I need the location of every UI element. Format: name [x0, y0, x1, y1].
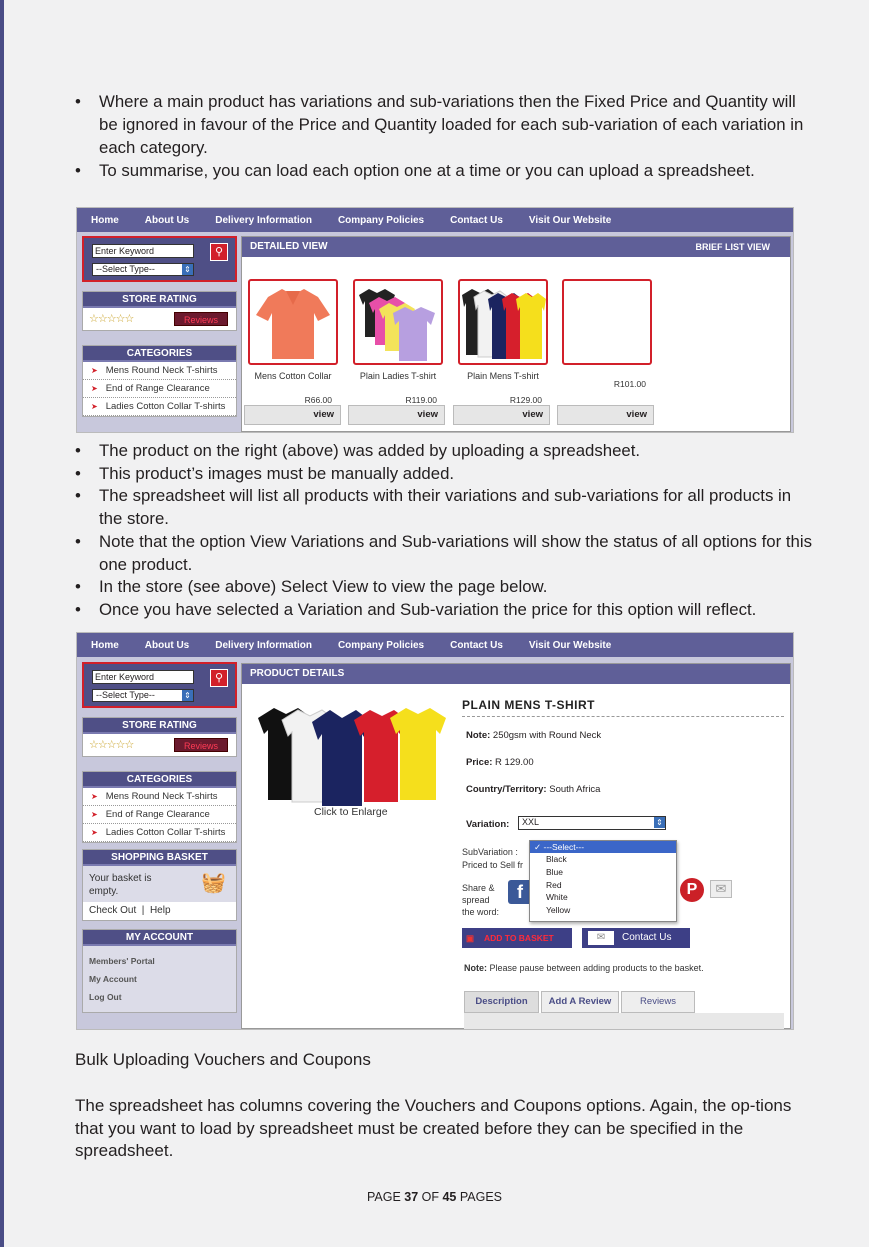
store-rating-title: STORE RATING	[83, 292, 236, 308]
subvariation-label: SubVariation :	[462, 847, 518, 857]
log-out-link[interactable]: Log Out	[89, 992, 122, 1002]
contact-us-button[interactable]: ✉ Contact Us	[582, 928, 690, 948]
nav-home[interactable]: Home	[91, 214, 119, 226]
pinterest-icon[interactable]: P	[680, 878, 704, 902]
arrow-icon: ➤	[91, 810, 98, 819]
type-select[interactable]: --Select Type-- ⇕	[92, 263, 194, 276]
store-sidebar	[82, 236, 237, 417]
categories-panel	[82, 345, 237, 417]
product-card[interactable]	[458, 279, 548, 405]
bullet-item: • Once you have selected a Variation and Sub-variation the price for this option will reflect.	[75, 599, 815, 622]
categories-title: CATEGORIES	[83, 346, 236, 362]
left-border	[0, 0, 4, 1247]
option-item[interactable]: Red	[546, 879, 562, 890]
shopping-basket-panel	[82, 849, 237, 921]
bullet-item: • The spreadsheet will list all products with their variations and sub-variations for all products in the store.	[75, 485, 815, 530]
arrow-icon: ➤	[91, 384, 98, 393]
bullet-item: • To summarise, you can load each option one at a time or you can upload a spreadsheet.	[75, 159, 815, 182]
option-selected[interactable]: ✓ ---Select---	[530, 841, 676, 853]
variation-label: Variation:	[466, 819, 510, 830]
option-item[interactable]: Blue	[546, 866, 564, 877]
product-detail-main	[241, 663, 791, 1029]
reviews-button[interactable]: Reviews	[174, 738, 228, 752]
nav-home[interactable]: Home	[91, 639, 119, 651]
option-item[interactable]: Yellow	[546, 905, 571, 916]
keyword-input[interactable]: Enter Keyword	[92, 670, 194, 684]
my-account-link[interactable]: My Account	[89, 974, 137, 984]
bullet-list-top	[75, 90, 815, 182]
search-icon[interactable]: ⚲	[210, 669, 228, 687]
rating-stars-icon: ☆☆☆☆☆	[89, 739, 134, 751]
product-price: R129.00	[509, 395, 542, 405]
store-rating-title: STORE RATING	[83, 718, 236, 734]
tab-description[interactable]: Description	[464, 991, 539, 1013]
bullet-item: • In the store (see above) Select View to view the page below.	[75, 576, 815, 599]
product-image-empty[interactable]	[562, 279, 652, 365]
option-item[interactable]: White	[546, 892, 568, 903]
price-value: R 129.00	[495, 757, 534, 768]
my-account-panel	[82, 929, 237, 1013]
nav-website[interactable]: Visit Our Website	[528, 214, 612, 226]
nav-delivery[interactable]: Delivery Information	[215, 639, 312, 651]
country-label: Country/Territory:	[466, 784, 547, 795]
product-price: R66.00	[304, 395, 332, 405]
search-box	[82, 662, 237, 708]
product-name: Mens Cotton Collar	[254, 371, 332, 381]
detail-tabs	[464, 991, 695, 1013]
view-button[interactable]: view	[557, 405, 654, 425]
page-footer: PAGE 37 OF 45 PAGES	[366, 1190, 503, 1204]
product-detail-screenshot	[76, 632, 794, 1030]
shopping-basket-title: SHOPPING BASKET	[83, 850, 236, 866]
category-item[interactable]: ➤ End of Range Clearance	[83, 380, 236, 398]
email-icon[interactable]: ✉	[710, 880, 732, 898]
tab-reviews[interactable]: Reviews	[621, 991, 695, 1013]
facebook-icon[interactable]: f	[508, 880, 532, 904]
categories-title: CATEGORIES	[83, 772, 236, 788]
tab-add-review[interactable]: Add A Review	[541, 991, 619, 1013]
country-value: South Africa	[549, 784, 601, 795]
nav-about[interactable]: About Us	[144, 639, 190, 651]
product-price: R119.00	[405, 395, 437, 405]
product-name: Plain Ladies T-shirt	[359, 371, 437, 381]
bottom-note: Please pause between adding products to the basket.	[489, 963, 704, 973]
basket-links[interactable]: Check Out | Help	[83, 902, 236, 920]
store-rating-panel	[82, 291, 237, 331]
type-select[interactable]: --Select Type-- ⇕	[92, 689, 194, 702]
section-paragraph: The spreadsheet has columns covering the Vouchers and Coupons options. Again, the op-tions that you want to load by spreadsheet must be created before they can be specified in the spreadsheet.	[75, 1096, 792, 1160]
product-details-title: PRODUCT DETAILS	[250, 668, 345, 679]
price-label: Price:	[466, 757, 493, 768]
total-pages: 45	[442, 1190, 457, 1204]
variation-select[interactable]: XXL ⇕	[518, 816, 666, 830]
arrow-icon: ➤	[91, 828, 98, 837]
product-name: Plain Mens T-shirt	[467, 371, 539, 381]
product-price: R101.00	[613, 379, 646, 389]
view-button[interactable]: view	[453, 405, 550, 425]
bottom-note-label: Note:	[464, 963, 487, 973]
categories-panel	[82, 771, 237, 843]
option-item[interactable]: Black	[546, 854, 567, 864]
product-image-mens-tshirts[interactable]	[458, 279, 548, 365]
category-item[interactable]: ➤ End of Range Clearance	[83, 806, 236, 824]
bullet-list-middle	[75, 440, 815, 622]
view-button[interactable]: view	[244, 405, 341, 425]
bullet-item: • This product’s images must be manually added.	[75, 463, 815, 486]
nav-contact[interactable]: Contact Us	[450, 639, 503, 651]
nav-website[interactable]: Visit Our Website	[528, 639, 612, 651]
product-image-ladies-polos[interactable]	[353, 279, 443, 365]
basket-icon[interactable]: 🧺	[201, 872, 226, 894]
product-card[interactable]	[248, 279, 338, 405]
priced-to-sell-text: Priced to Sell fr	[462, 860, 524, 870]
listing-title: DETAILED VIEW	[250, 241, 328, 252]
members-portal-link[interactable]: Members' Portal	[89, 956, 155, 966]
nav-about[interactable]: About Us	[144, 214, 190, 226]
category-item[interactable]: ➤ Mens Round Neck T-shirts	[83, 362, 236, 380]
add-to-basket-button[interactable]: ▣ ADD TO BASKET	[462, 928, 572, 948]
view-button[interactable]: view	[348, 405, 445, 425]
current-page: 37	[404, 1190, 419, 1204]
keyword-input[interactable]: Enter Keyword	[92, 244, 194, 258]
product-name: PLAIN MENS T-SHIRT	[462, 698, 784, 717]
category-item[interactable]: ➤ Ladies Cotton Collar T-shirts	[83, 398, 236, 416]
category-item[interactable]: ➤ Mens Round Neck T-shirts	[83, 788, 236, 806]
product-card[interactable]	[353, 279, 443, 405]
bullet-item: • Note that the option View Variations and Sub-variations will show the status of all options for this one product.	[75, 531, 815, 576]
product-card[interactable]	[562, 279, 652, 389]
listing-main	[241, 236, 791, 432]
note-value: 250gsm with Round Neck	[492, 730, 602, 741]
basket-icon: ▣	[466, 933, 475, 943]
category-item[interactable]: ➤ Ladies Cotton Collar T-shirts	[83, 824, 236, 842]
store-nav-bar	[77, 633, 793, 657]
product-image-mens-tshirts[interactable]	[250, 698, 450, 811]
nav-policies[interactable]: Company Policies	[337, 214, 425, 226]
nav-policies[interactable]: Company Policies	[337, 639, 425, 651]
tab-content-area	[464, 1013, 784, 1030]
nav-delivery[interactable]: Delivery Information	[215, 214, 312, 226]
basket-status: Your basket is empty.	[89, 873, 152, 897]
store-rating-panel	[82, 717, 237, 757]
arrow-icon: ➤	[91, 792, 98, 801]
nav-contact[interactable]: Contact Us	[450, 214, 503, 226]
click-to-enlarge[interactable]: Click to Enlarge	[314, 806, 388, 818]
rating-stars-icon: ☆☆☆☆☆	[89, 313, 134, 325]
arrow-icon: ➤	[91, 366, 98, 375]
note-label: Note:	[466, 730, 491, 741]
bullet-item: • The product on the right (above) was added by uploading a spreadsheet.	[75, 440, 815, 463]
product-image-coral-polo[interactable]	[248, 279, 338, 365]
arrow-icon: ➤	[91, 402, 98, 411]
section-heading: Bulk Uploading Vouchers and Coupons	[75, 1050, 371, 1069]
subvariation-dropdown[interactable]	[529, 840, 677, 922]
store-sidebar	[82, 662, 237, 1013]
search-icon[interactable]: ⚲	[210, 243, 228, 261]
bullet-item: • Where a main product has variations and sub-variations then the Fixed Price and Quantity will be ignored in favour of the Price and Quantity loaded for each sub-variation of each variation in each category.	[75, 90, 815, 159]
my-account-title: MY ACCOUNT	[83, 930, 236, 946]
store-nav-bar	[77, 208, 793, 232]
share-text: Share & spread the word:	[462, 883, 500, 917]
brief-list-link[interactable]: BRIEF LIST VIEW	[695, 242, 770, 252]
mail-icon: ✉	[588, 931, 614, 945]
search-box	[82, 236, 237, 282]
reviews-button[interactable]: Reviews	[174, 312, 228, 326]
store-listing-screenshot	[76, 207, 794, 433]
